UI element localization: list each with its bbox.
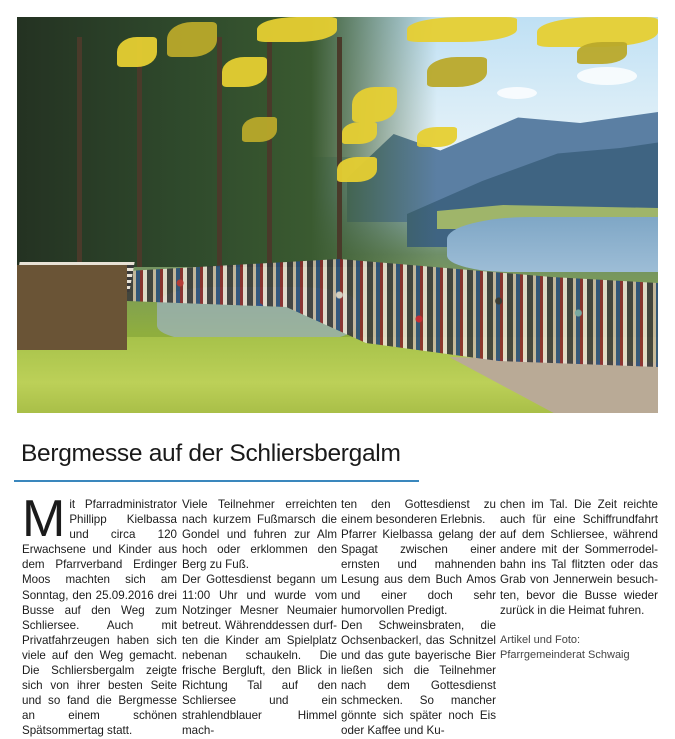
article-paragraph: ten den Gottesdienst zu einem besonderen Erlebnis. — [341, 498, 496, 527]
article-paragraph — [22, 490, 177, 739]
paragraph-text: it Pfarradministrator Phillipp Kielbassa und circa 120 Erwachsene und Kinder aus dem Pfarrverband Erdinger Moos machten sich am Sonntag, den 25.09.2016 drei Busse auf den Weg zum Schliersee. Auch mit Privatfahrzeugen haben sich viele auf den Weg gemacht. Die Schliersbergalm zeigte sich von ihrer besten Seite und so fand die Bergmesse an einem schönen Spätsommertag statt. — [22, 498, 177, 738]
article-column-2 — [182, 497, 337, 739]
photo-cloud — [497, 87, 537, 99]
article-column-4 — [500, 497, 658, 663]
photo-leaf — [407, 17, 517, 42]
article-paragraph: chen im Tal. Die Zeit reichte auch für eine Schiffrundfahrt auf dem Schliersee, während andere mit der Sommerrodelbahn ins Tal flitzten oder das Grab von Jennerwein besuchten, bevor die Busse wieder zurück in die Heimat fuhren. — [500, 498, 658, 617]
photo-tree-trunk — [337, 37, 342, 267]
photo-leaf — [352, 87, 397, 122]
article-photo — [17, 17, 658, 413]
photo-leaf — [167, 22, 217, 57]
article-paragraph: Der Gottesdienst begann um 11:00 Uhr und wurde vom Notzinger Mesner Neumaier betreut. Währenddessen durften die Kinder am Spielplatz nebenan schaukeln. Die frische Bergluft, den Blick in Richtung Tal auf den Schliersee und ein strahlendblauer Himmel mach- — [182, 573, 337, 738]
photo-leaf — [342, 122, 377, 144]
article-paragraph: Den Schweinsbraten, die Ochsenbackerl, das Schnitzel und das gute bayerische Bier ließen sich die Teilnehmer nach dem Gottesdienst schmecken. So mancher gönnte sich später noch Eis oder Kaffee und Ku- — [341, 618, 496, 738]
article-paragraph: Viele Teilnehmer erreichten nach kurzem Fußmarsch die Gondel und fuhren zur Alm hoch oder erklommen den Berg zu Fuß. — [182, 498, 337, 572]
title-underline — [14, 480, 419, 482]
photo-leaf — [337, 157, 377, 182]
photo-leaf — [117, 37, 157, 67]
photo-hut — [17, 265, 127, 350]
photo-tree-trunk — [267, 37, 272, 267]
article-title: Bergmesse auf der Schliersbergalm — [21, 440, 401, 467]
photo-tree-trunk — [77, 37, 82, 267]
photo-leaf — [242, 117, 277, 142]
photo-leaf — [257, 17, 337, 42]
article-column-3 — [341, 497, 496, 739]
photo-leaf — [577, 42, 627, 64]
photo-lake — [447, 217, 658, 272]
photo-tree-trunk — [137, 37, 142, 267]
article-paragraph: Pfarrer Kielbassa gelang der Spagat zwischen einer ernsten und mahnenden Lesung aus dem Buch Amos und einer doch sehr humorvollen Predigt. — [341, 528, 496, 617]
photo-cloud — [577, 67, 637, 85]
article-credit: Artikel und Foto: Pfarrgemeinderat Schwaig — [500, 633, 630, 661]
article-column-1 — [22, 490, 177, 739]
photo-leaf — [427, 57, 487, 87]
photo-leaf — [222, 57, 267, 87]
photo-leaf — [417, 127, 457, 147]
drop-cap: M — [22, 490, 66, 548]
